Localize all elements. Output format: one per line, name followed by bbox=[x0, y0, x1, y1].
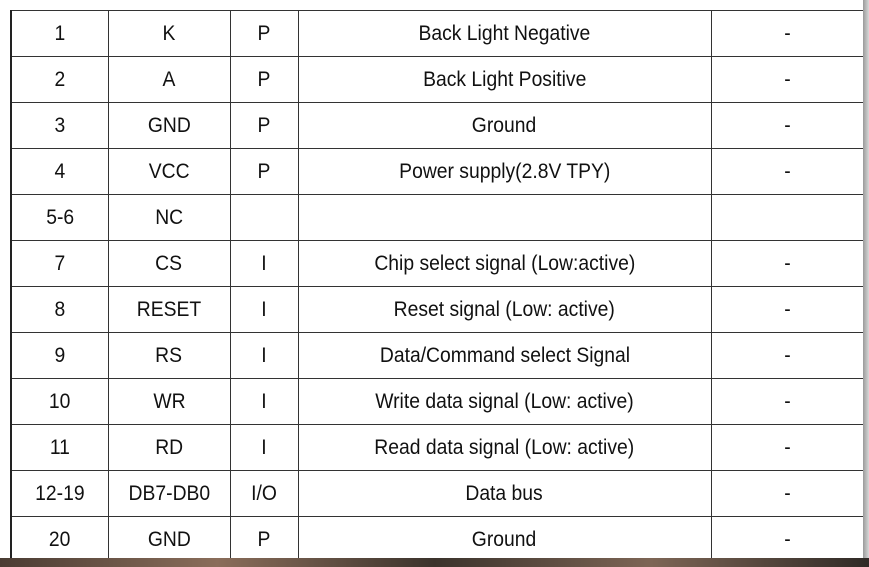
pin-number-cell: 5-6 bbox=[11, 195, 108, 241]
pin-symbol-cell: GND bbox=[108, 103, 230, 149]
table-row bbox=[11, 11, 864, 57]
pin-remark-cell: - bbox=[711, 287, 864, 333]
pin-remark-cell: - bbox=[711, 471, 864, 517]
pin-symbol-cell: RD bbox=[108, 425, 230, 471]
bottom-background-strip bbox=[0, 558, 869, 567]
pin-symbol-cell: A bbox=[108, 57, 230, 103]
pin-function-cell: Ground bbox=[298, 517, 711, 564]
pin-assignment-table bbox=[10, 10, 865, 564]
table-row bbox=[11, 149, 864, 195]
pin-number-cell: 7 bbox=[11, 241, 108, 287]
pin-symbol-cell: CS bbox=[108, 241, 230, 287]
pin-io-cell: I bbox=[230, 333, 298, 379]
pin-symbol-cell: VCC bbox=[108, 149, 230, 195]
pin-number-cell: 9 bbox=[11, 333, 108, 379]
pin-remark-cell: - bbox=[711, 103, 864, 149]
table-row bbox=[11, 195, 864, 241]
pin-io-cell bbox=[230, 195, 298, 241]
pin-function-cell: Chip select signal (Low:active) bbox=[298, 241, 711, 287]
pin-symbol-cell: GND bbox=[108, 517, 230, 564]
pin-function-cell: Write data signal (Low: active) bbox=[298, 379, 711, 425]
pin-number-cell: 11 bbox=[11, 425, 108, 471]
pin-number-cell: 20 bbox=[11, 517, 108, 564]
pin-symbol-cell: NC bbox=[108, 195, 230, 241]
pin-function-cell: Read data signal (Low: active) bbox=[298, 425, 711, 471]
pin-io-cell: P bbox=[230, 149, 298, 195]
table-row bbox=[11, 103, 864, 149]
table-row bbox=[11, 287, 864, 333]
pin-io-cell: P bbox=[230, 103, 298, 149]
pin-function-cell: Data/Command select Signal bbox=[298, 333, 711, 379]
pin-function-cell bbox=[298, 195, 711, 241]
pin-number-cell: 8 bbox=[11, 287, 108, 333]
pin-symbol-cell: RS bbox=[108, 333, 230, 379]
pin-remark-cell: - bbox=[711, 333, 864, 379]
table-row bbox=[11, 241, 864, 287]
pin-io-cell: I bbox=[230, 425, 298, 471]
pin-remark-cell: - bbox=[711, 149, 864, 195]
pin-io-cell: P bbox=[230, 57, 298, 103]
pin-symbol-cell: RESET bbox=[108, 287, 230, 333]
pin-io-cell: I bbox=[230, 287, 298, 333]
pin-symbol-cell: WR bbox=[108, 379, 230, 425]
pin-number-cell: 2 bbox=[11, 57, 108, 103]
pin-remark-cell: - bbox=[711, 425, 864, 471]
pin-remark-cell: - bbox=[711, 57, 864, 103]
pin-remark-cell: - bbox=[711, 241, 864, 287]
pin-number-cell: 10 bbox=[11, 379, 108, 425]
pin-remark-cell: - bbox=[711, 379, 864, 425]
pin-number-cell: 4 bbox=[11, 149, 108, 195]
pin-function-cell: Back Light Negative bbox=[298, 11, 711, 57]
pin-io-cell: I bbox=[230, 241, 298, 287]
pin-remark-cell bbox=[711, 195, 864, 241]
pin-function-cell: Data bus bbox=[298, 471, 711, 517]
table-row bbox=[11, 517, 864, 564]
pin-table-body bbox=[11, 11, 864, 564]
pin-number-cell: 12-19 bbox=[11, 471, 108, 517]
pin-number-cell: 3 bbox=[11, 103, 108, 149]
pin-symbol-cell: DB7-DB0 bbox=[108, 471, 230, 517]
pin-io-cell: I bbox=[230, 379, 298, 425]
pin-function-cell: Ground bbox=[298, 103, 711, 149]
pin-remark-cell: - bbox=[711, 517, 864, 564]
table-row bbox=[11, 379, 864, 425]
pin-io-cell: I/O bbox=[230, 471, 298, 517]
table-row bbox=[11, 425, 864, 471]
top-margin bbox=[0, 0, 869, 10]
pin-function-cell: Power supply(2.8V TPY) bbox=[298, 149, 711, 195]
pin-function-cell: Back Light Positive bbox=[298, 57, 711, 103]
table-row bbox=[11, 333, 864, 379]
pin-number-cell: 1 bbox=[11, 11, 108, 57]
pin-io-cell: P bbox=[230, 11, 298, 57]
pin-io-cell: P bbox=[230, 517, 298, 564]
pin-remark-cell: - bbox=[711, 11, 864, 57]
right-edge-shadow bbox=[863, 0, 869, 567]
table-row bbox=[11, 471, 864, 517]
table-row bbox=[11, 57, 864, 103]
pin-function-cell: Reset signal (Low: active) bbox=[298, 287, 711, 333]
pin-symbol-cell: K bbox=[108, 11, 230, 57]
